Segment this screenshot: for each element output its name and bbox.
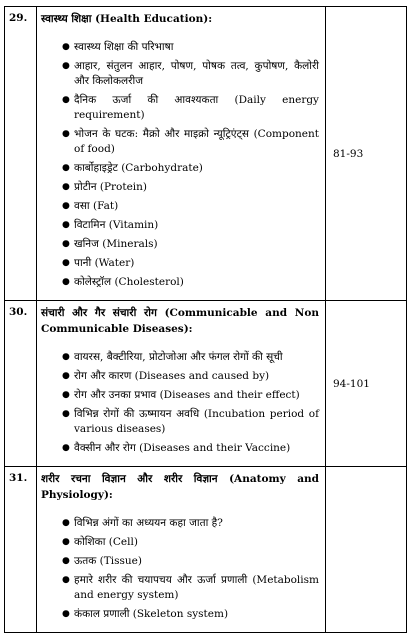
topic-text: वसा (Fat) [74, 200, 119, 212]
list-item [62, 180, 319, 195]
list-item [62, 554, 319, 569]
bullet-icon: ● [62, 201, 70, 211]
topic-text: ऊतक (Tissue) [74, 555, 142, 567]
topic-text: प्रोटीन (Protein) [74, 181, 148, 193]
list-item [62, 275, 319, 290]
topic-text: विटामिन (Vitamin) [74, 219, 159, 231]
section-content [37, 301, 326, 467]
list-item [62, 516, 319, 531]
topic-text: कंकाल प्रणाली (Skeleton system) [74, 608, 229, 620]
topic-list [41, 350, 319, 456]
topic-list [41, 516, 319, 622]
bullet-icon: ● [62, 390, 70, 400]
bullet-icon: ● [62, 61, 70, 71]
topic-text: कोलेस्ट्रॉल (Cholesterol) [74, 276, 184, 288]
list-item [62, 607, 319, 622]
topic-text: रोग और उनका प्रभाव (Diseases and their effect) [74, 389, 300, 401]
bullet-icon: ● [62, 518, 70, 528]
list-item [62, 40, 319, 55]
section-content [37, 7, 326, 301]
section-number: 29. [5, 7, 37, 301]
bullet-icon: ● [62, 371, 70, 381]
list-item [62, 127, 319, 157]
list-item [62, 350, 319, 365]
topic-text: पानी (Water) [74, 257, 135, 269]
section-number: 31. [5, 467, 37, 633]
list-item [62, 388, 319, 403]
list-item [62, 535, 319, 550]
syllabus-row [5, 301, 407, 467]
bullet-icon: ● [62, 258, 70, 268]
topic-text: रोग और कारण (Diseases and caused by) [74, 370, 270, 382]
topic-list [41, 40, 319, 290]
syllabus-row [5, 7, 407, 301]
topic-text: भोजन के घटक: मैक्रो और माइक्रो न्यूट्रिएंट्स (Component of food) [74, 128, 319, 155]
syllabus-row [5, 467, 407, 633]
bullet-icon: ● [62, 409, 70, 419]
bullet-icon: ● [62, 575, 70, 585]
section-title: स्वास्थ्य शिक्षा (Health Education): [41, 13, 213, 25]
list-item [62, 573, 319, 603]
list-item [62, 407, 319, 437]
list-item [62, 256, 319, 271]
list-item [62, 369, 319, 384]
bullet-icon: ● [62, 352, 70, 362]
bullet-icon: ● [62, 443, 70, 453]
bullet-icon: ● [62, 129, 70, 139]
topic-text: कोशिका (Cell) [74, 536, 138, 548]
bullet-icon: ● [62, 182, 70, 192]
bullet-icon: ● [62, 609, 70, 619]
section-content [37, 467, 326, 633]
topic-text: कार्बोहाइड्रेट (Carbohydrate) [74, 162, 203, 174]
page-range [326, 467, 407, 633]
topic-text: आहार, संतुलन आहार, पोषण, पोषक तत्व, कुपोषण, कैलोरी और किलोकलरीज [74, 60, 319, 87]
topic-text: दैनिक ऊर्जा की आवश्यकता (Daily energy requirement) [74, 94, 319, 121]
section-number: 30. [5, 301, 37, 467]
topic-text: विभिन्न अंगों का अध्ययन कहा जाता है? [74, 517, 223, 529]
list-item [62, 218, 319, 233]
bullet-icon: ● [62, 239, 70, 249]
bullet-icon: ● [62, 95, 70, 105]
bullet-icon: ● [62, 556, 70, 566]
bullet-icon: ● [62, 42, 70, 52]
topic-text: वायरस, बैक्टीरिया, प्रोटोजोआ और फंगल रोगों की सूची [74, 351, 283, 363]
bullet-icon: ● [62, 277, 70, 287]
topic-text: खनिज (Minerals) [74, 238, 158, 250]
list-item [62, 237, 319, 252]
list-item [62, 199, 319, 214]
topic-text: हमारे शरीर की चयापचय और ऊर्जा प्रणाली (Metabolism and energy system) [74, 574, 319, 601]
topic-text: विभिन्न रोगों की ऊष्मायन अवधि (Incubation period of various diseases) [74, 408, 319, 435]
section-title: शरीर रचना विज्ञान और शरीर विज्ञान (Anatomy and Physiology): [41, 473, 319, 501]
list-item [62, 161, 319, 176]
topic-text: स्वास्थ्य शिक्षा की परिभाषा [74, 41, 174, 53]
topic-text: वैक्सीन और रोग (Diseases and their Vaccine) [74, 442, 291, 454]
bullet-icon: ● [62, 163, 70, 173]
bullet-icon: ● [62, 220, 70, 230]
section-title: संचारी और गैर संचारी रोग (Communicable and Non Communicable Diseases): [41, 307, 319, 335]
list-item [62, 441, 319, 456]
page-range: 94-101 [326, 301, 407, 467]
page-range: 81-93 [326, 7, 407, 301]
list-item [62, 59, 319, 89]
list-item [62, 93, 319, 123]
bullet-icon: ● [62, 537, 70, 547]
syllabus-table [4, 6, 407, 633]
